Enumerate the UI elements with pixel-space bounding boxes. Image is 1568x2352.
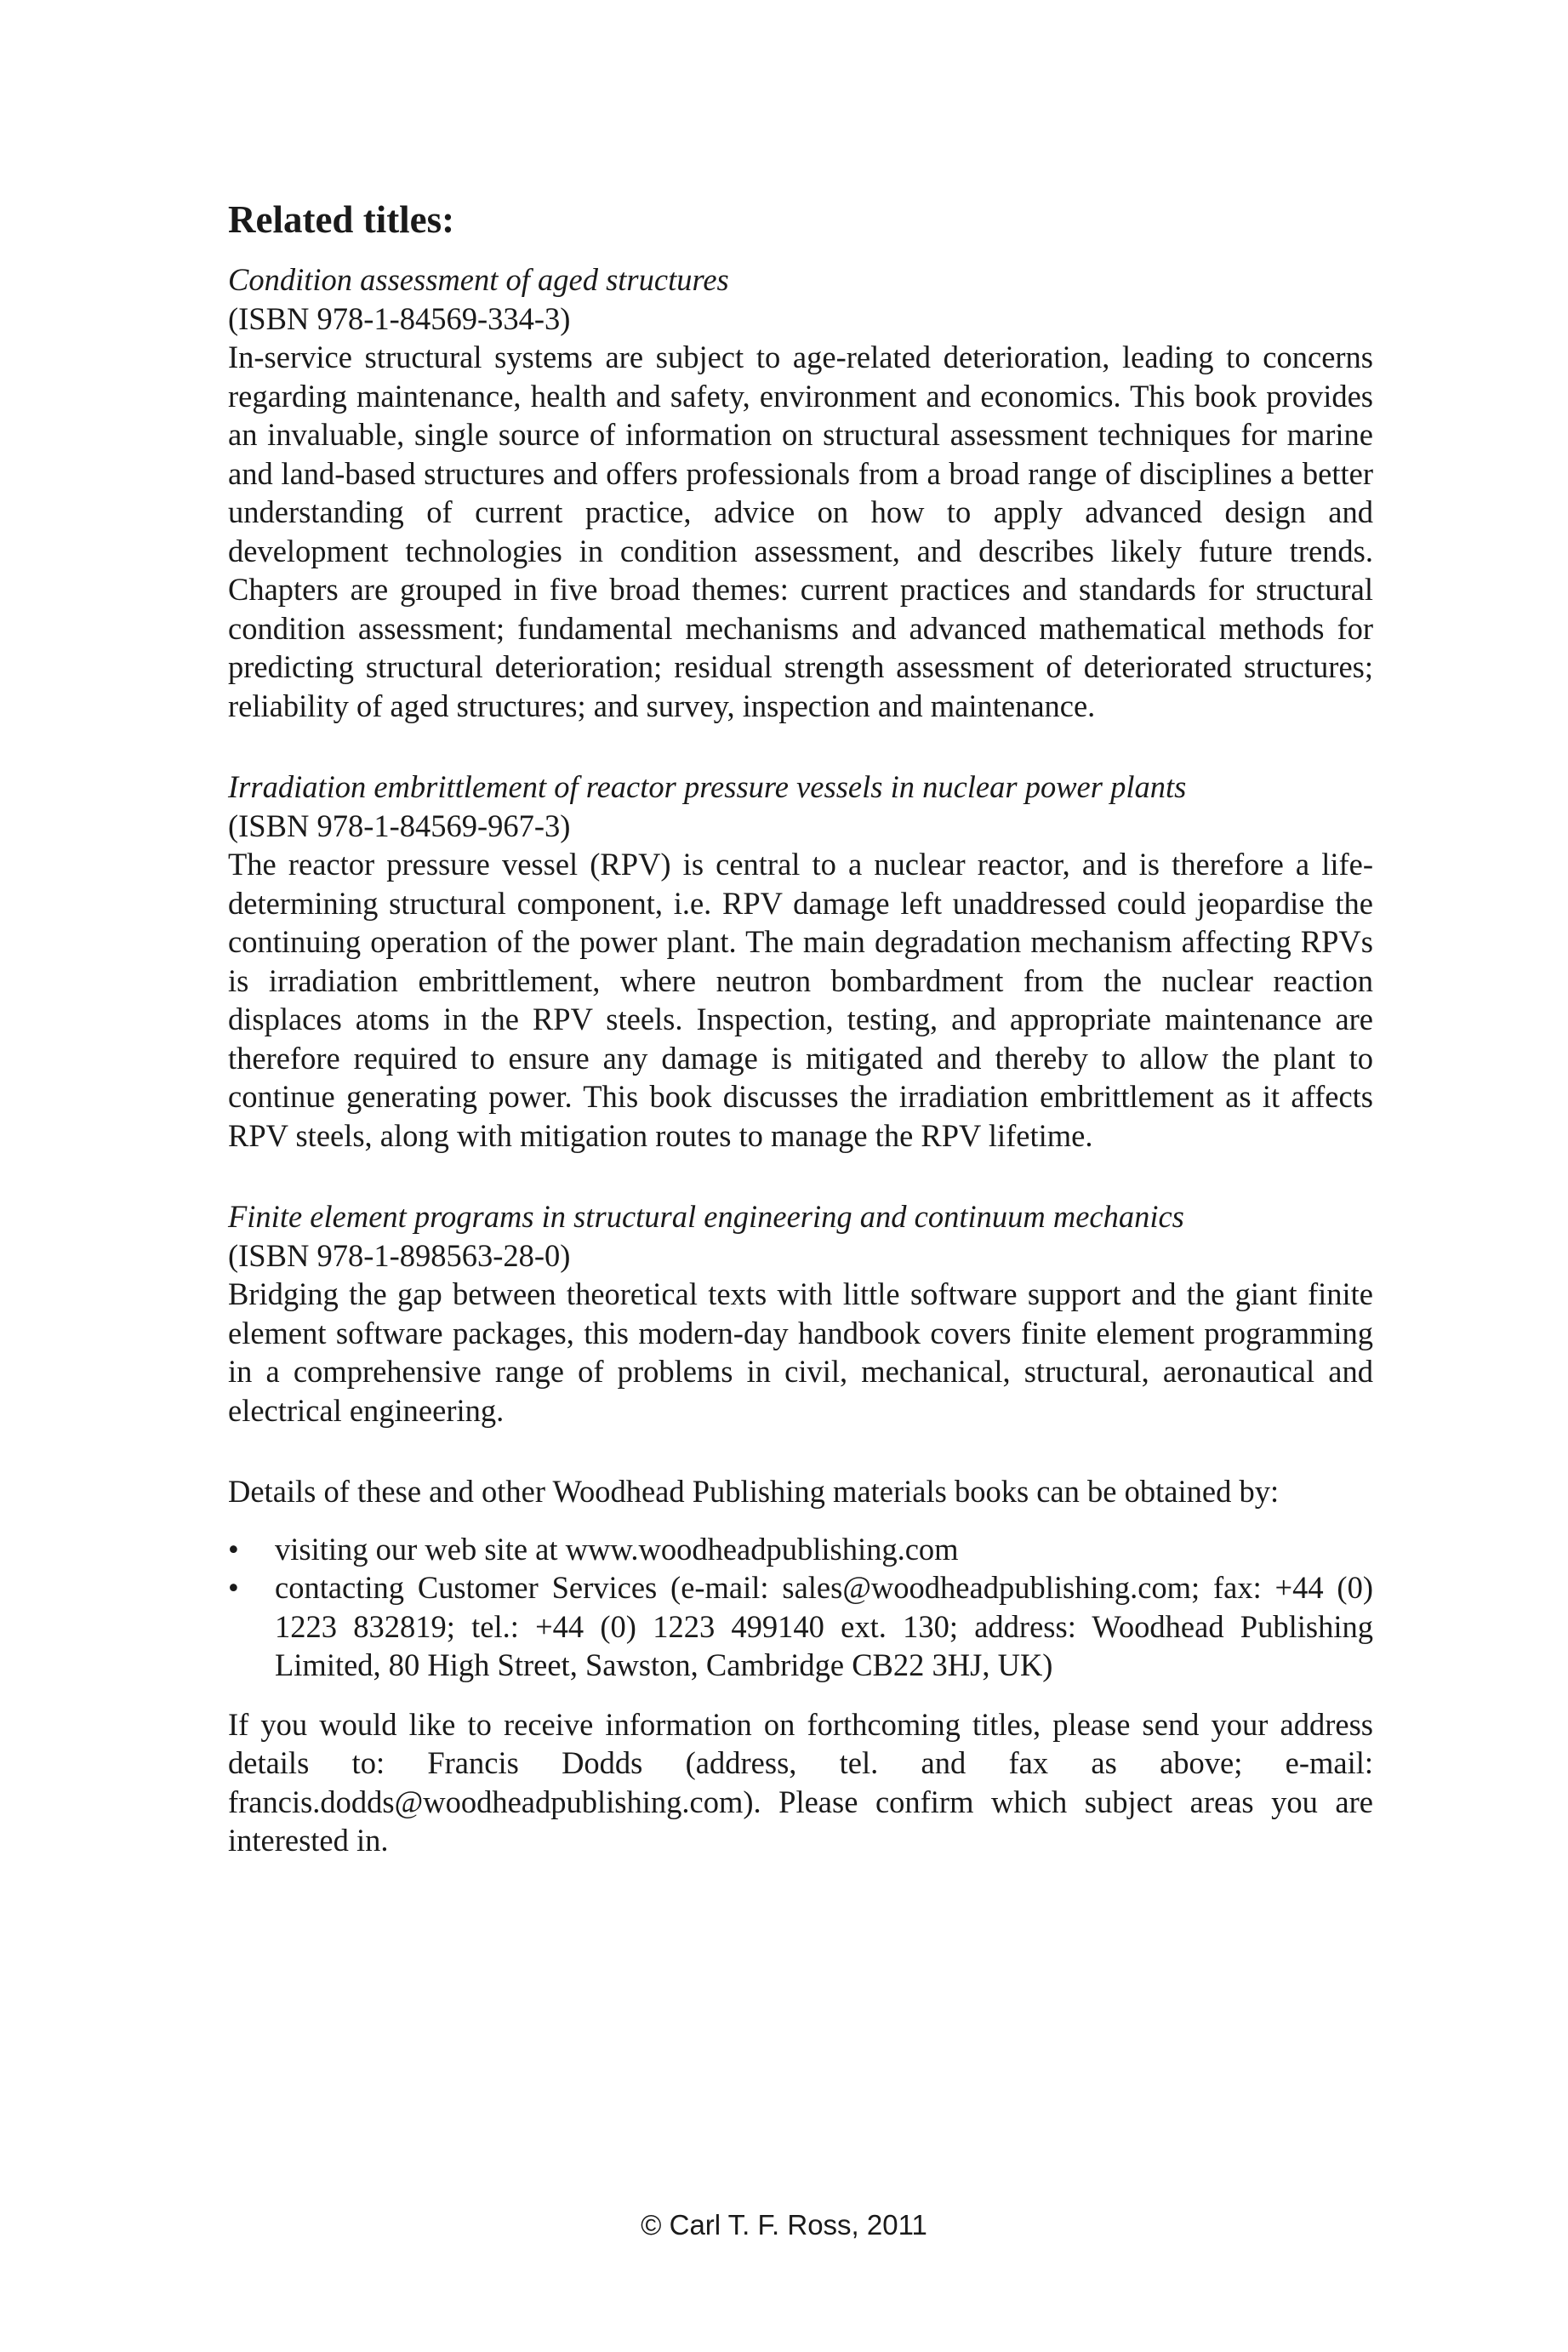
closing-paragraph: If you would like to receive information on forthcoming titles, please send your address details to: Francis Dodds (address, tel. and fax as above; e-mail: francis.dodds@woodheadpublishing.com). Please confirm which subject areas you are interested in. bbox=[228, 1706, 1373, 1858]
book-description: The reactor pressure vessel (RPV) is central to a nuclear reactor, and is therefore a life-determining structural component, i.e. RPV damage left unaddressed could jeopardise the continuing operation of the power plant. The main degradation mechanism affecting RPVs is irradiation embrittlement, where neutron bombardment from the nuclear reaction displaces atoms in the RPV steels. Inspection, testing, and appropriate maintenance are therefore required to ensure any damage is mitigated and thereby to allow the plant to continue generating power. This book discusses the irradiation embrittlement as it affects RPV steels, along with mitigation routes to manage the RPV lifetime. bbox=[228, 847, 1373, 1153]
page-content bbox=[228, 197, 1373, 1879]
bullet-icon: • bbox=[228, 1531, 239, 1567]
related-title-entry bbox=[228, 768, 1373, 1155]
book-isbn: (ISBN 978-1-898563-28-0) bbox=[228, 1237, 571, 1273]
list-item-text: visiting our web site at www.woodheadpublishing.com bbox=[275, 1531, 959, 1567]
copyright-footer: © Carl T. F. Ross, 2011 bbox=[641, 2209, 927, 2241]
book-isbn: (ISBN 978-1-84569-334-3) bbox=[228, 300, 571, 336]
book-title: Finite element programs in structural engineering and continuum mechanics bbox=[228, 1199, 1184, 1234]
list-item-text: contacting Customer Services (e-mail: sales@woodheadpublishing.com; fax: +44 (0) 1223 832819; tel.: +44 (0) 1223 499140 ext. 130; address: Woodhead Publishing Limited, 80 High Street, Sawston, Cambridge CB22 3HJ, UK) bbox=[275, 1570, 1373, 1682]
details-intro: Details of these and other Woodhead Publishing materials books can be obtained by: bbox=[228, 1474, 1280, 1509]
bullet-icon: • bbox=[228, 1570, 239, 1605]
book-description: In-service structural systems are subject to age-related deterioration, leading to concerns regarding maintenance, health and safety, environment and economics. This book provides an invaluable, single source of information on structural assessment techniques for marine and land-based structures and offers professionals from a broad range of disciplines a better understanding of current practice, advice on how to apply advanced design and development technologies in condition assessment, and describes likely future trends. Chapters are grouped in five broad themes: current practices and standards for structural condition assessment; fundamental mechanisms and advanced mathematical methods for predicting structural deterioration; residual strength assessment of deteriorated structures; reliability of aged structures; and survey, inspection and maintenance. bbox=[228, 340, 1373, 723]
book-isbn: (ISBN 978-1-84569-967-3) bbox=[228, 808, 571, 843]
related-title-entry bbox=[228, 260, 1373, 725]
related-title-entry bbox=[228, 1197, 1373, 1430]
page-title: Related titles: bbox=[228, 198, 455, 241]
book-title: Irradiation embrittlement of reactor pressure vessels in nuclear power plants bbox=[228, 769, 1187, 804]
list-item bbox=[228, 1530, 1373, 1569]
book-title: Condition assessment of aged structures bbox=[228, 262, 729, 297]
list-item bbox=[228, 1568, 1373, 1685]
contact-list bbox=[228, 1530, 1373, 1685]
book-description: Bridging the gap between theoretical texts with little software support and the giant finite element software packages, this modern-day handbook covers finite element programming in a comprehensive range of problems in civil, mechanical, structural, aeronautical and electrical engineering. bbox=[228, 1276, 1373, 1428]
